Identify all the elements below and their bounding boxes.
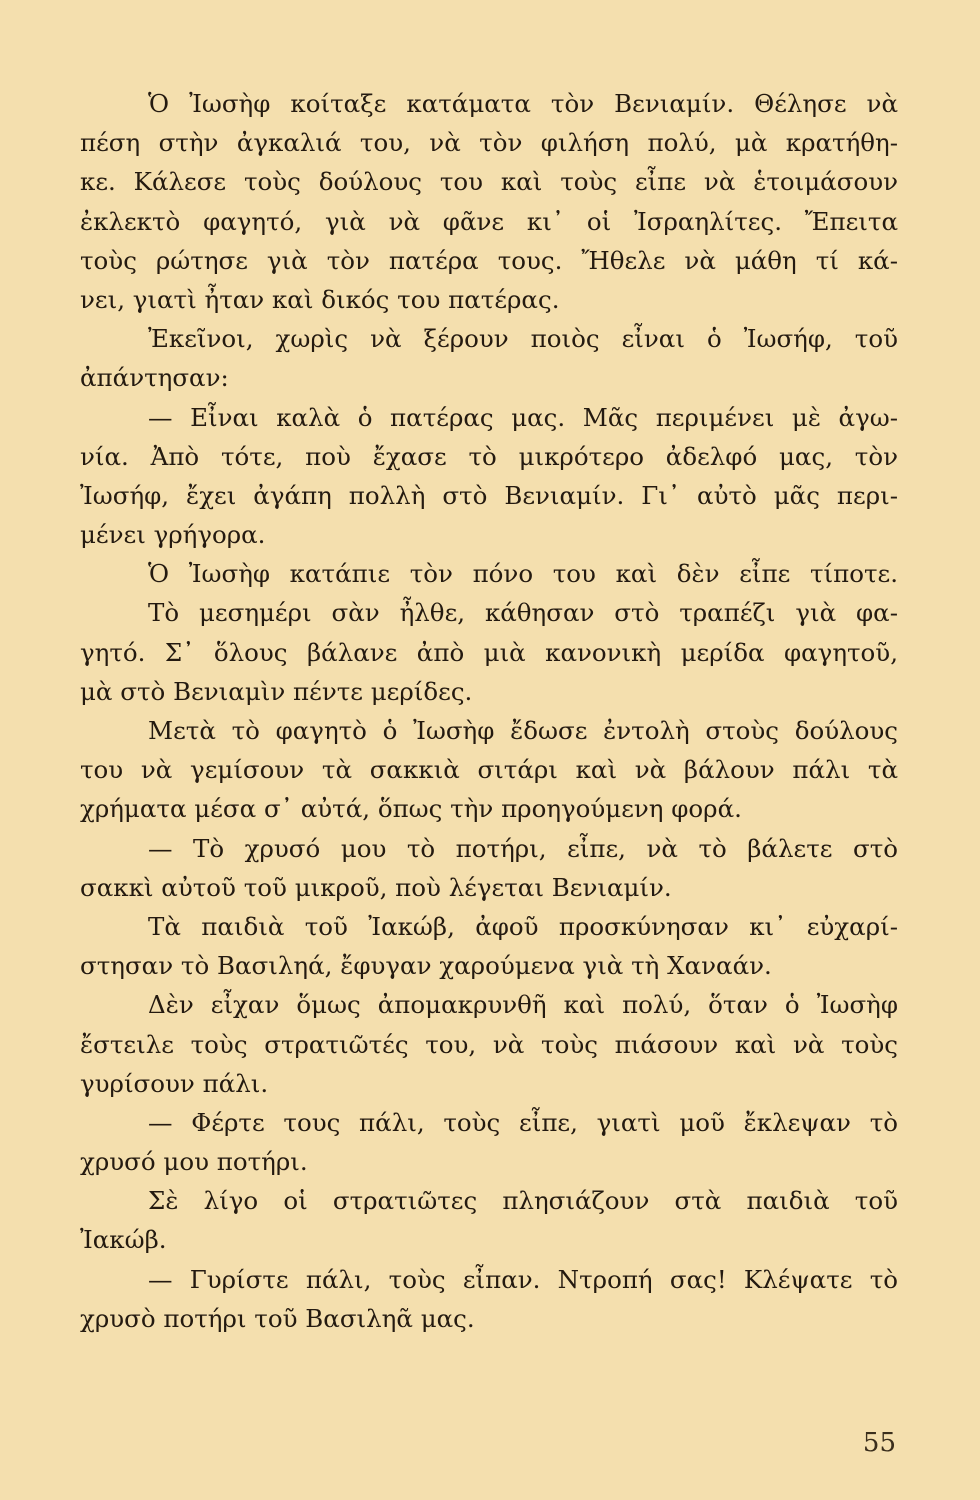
text-line: μένει γρήγορα. [80, 520, 266, 550]
text-line: Τὰ παιδιὰ τοῦ Ἰακώβ, ἀφοῦ προσκύνησαν κι᾽ εὐχαρί- [148, 911, 898, 941]
text-line: πέση στὴν ἀγκαλιά του, νὰ τὸν φιλήση πολύ, μὰ κρατήθη- [80, 128, 898, 158]
text-line: μὰ στὸ Βενιαμὶν πέντε μερίδες. [80, 676, 473, 706]
text-line: νει, γιατὶ ἦταν καὶ δικός του πατέρας. [80, 284, 560, 314]
page-number: 55 [862, 1428, 896, 1458]
text-line: Τὸ μεσημέρι σὰν ἦλθε, κάθησαν στὸ τραπέζι γιὰ φα- [148, 598, 898, 628]
dialogue-line: — Φέρτε τους πάλι, τοὺς εἶπε, γιατὶ μοῦ ἔκλεψαν τὸ [148, 1107, 898, 1137]
text-line: χρυσὸ ποτήρι τοῦ Βασιληᾶ μας. [80, 1303, 475, 1333]
text-line: ἐκλεκτὸ φαγητό, γιὰ νὰ φᾶνε κι᾽ οἱ Ἰσραηλίτες. Ἔπειτα [80, 206, 898, 236]
text-line: χρυσό μου ποτήρι. [80, 1147, 308, 1177]
text-line: Ἰωσήφ, ἔχει ἀγάπη πολλὴ στὸ Βενιαμίν. Γι᾽ αὐτὸ μᾶς περι- [80, 480, 898, 510]
text-line: του νὰ γεμίσουν τὰ σακκιὰ σιτάρι καὶ νὰ βάλουν πάλι τὰ [80, 755, 898, 785]
text-line: Δὲν εἶχαν ὅμως ἀπομακρυνθῆ καὶ πολύ, ὅταν ὁ Ἰωσὴφ [148, 990, 898, 1020]
text-line: Ὁ Ἰωσὴφ κοίταξε κατάματα τὸν Βενιαμίν. Θέλησε νὰ [148, 89, 898, 118]
dialogue-line: — Εἶναι καλὰ ὁ πατέρας μας. Μᾶς περιμένει μὲ ἀγω- [148, 402, 898, 432]
text-line: σακκὶ αὐτοῦ τοῦ μικροῦ, ποὺ λέγεται Βενιαμίν. [80, 872, 672, 902]
dialogue-line: — Γυρίστε πάλι, τοὺς εἶπαν. Ντροπή σας! Κλέψατε τὸ [148, 1264, 898, 1294]
text-line: νία. Ἀπὸ τότε, ποὺ ἔχασε τὸ μικρότερο ἀδελφό μας, τὸν [80, 441, 898, 471]
text-line: ἔστειλε τοὺς στρατιῶτές του, νὰ τοὺς πιάσουν καὶ νὰ τοὺς [80, 1029, 898, 1059]
text-line: Μετὰ τὸ φαγητὸ ὁ Ἰωσὴφ ἔδωσε ἐντολὴ στοὺς δούλους [148, 716, 898, 745]
text-line: χρήματα μέσα σ᾽ αὐτά, ὅπως τὴν προηγούμενη φορά. [80, 794, 742, 824]
text-line: γυρίσουν πάλι. [80, 1068, 269, 1098]
page-body-text [80, 84, 898, 1338]
text-line: Ἰακώβ. [80, 1225, 167, 1255]
text-line: Ὁ Ἰωσὴφ κατάπιε τὸν πόνο του καὶ δὲν εἶπε τίποτε. [148, 559, 898, 589]
text-line: στησαν τὸ Βασιληά, ἔφυγαν χαρούμενα γιὰ τὴ Χαναάν. [80, 951, 772, 981]
text-line: κε. Κάλεσε τοὺς δούλους του καὶ τοὺς εἶπε νὰ ἑτοιμάσουν [80, 167, 898, 197]
text-line: Σὲ λίγο οἱ στρατιῶτες πλησιάζουν στὰ παιδιὰ τοῦ [148, 1186, 898, 1216]
text-line: Ἐκεῖνοι, χωρὶς νὰ ξέρουν ποιὸς εἶναι ὁ Ἰωσήφ, τοῦ [148, 324, 898, 354]
text-line: τοὺς ρώτησε γιὰ τὸν πατέρα τους. Ἤθελε νὰ μάθη τί κά- [80, 245, 898, 275]
text-line: ἀπάντησαν: [80, 363, 229, 393]
text-line: γητό. Σ᾽ ὅλους βάλανε ἀπὸ μιὰ κανονικὴ μερίδα φαγητοῦ, [80, 637, 898, 667]
dialogue-line: — Τὸ χρυσό μου τὸ ποτήρι, εἶπε, νὰ τὸ βάλετε στὸ [148, 833, 898, 863]
